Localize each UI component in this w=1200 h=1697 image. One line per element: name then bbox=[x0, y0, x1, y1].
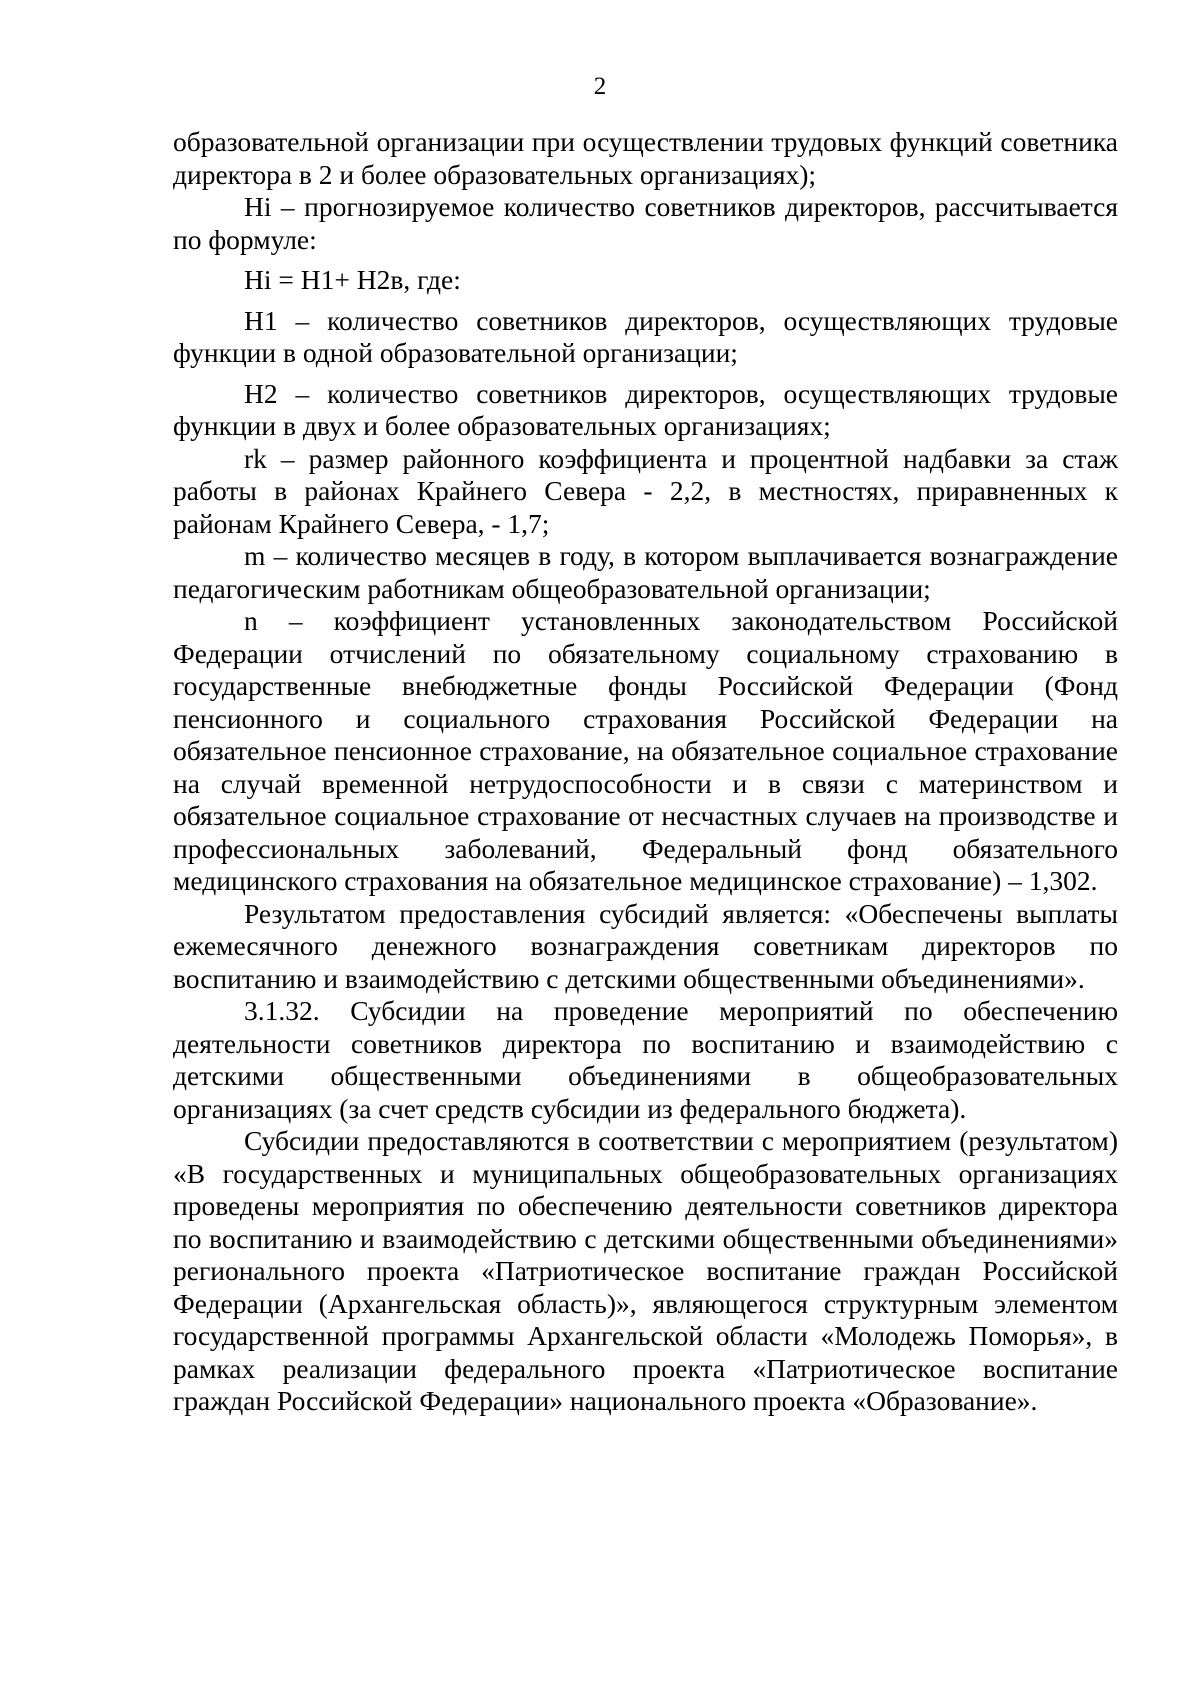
paragraph-continuation: образовательной организации при осуществлении трудовых функций советника директора в 2 и более образовательных организациях); bbox=[173, 126, 1118, 190]
paragraph-m-definition: m – количество месяцев в году, в котором выплачивается вознаграждение педагогическим работникам общеобразовательной организации; bbox=[173, 540, 1118, 604]
paragraph-hi-formula: Нi = Н1+ Н2в, где: bbox=[244, 264, 461, 295]
document-body bbox=[173, 126, 1118, 1418]
paragraph-rk-definition: rk – размер районного коэффициента и процентной надбавки за стаж работы в районах Крайнего Севера - 2,2, в местностях, приравненных к районам Крайнего Севера, - 1,7; bbox=[173, 442, 1118, 539]
paragraph-section-3-1-32: 3.1.32. Субсидии на проведение мероприятий по обеспечению деятельности советников директора по воспитанию и взаимодействию с детскими общественными объединениями в общеобразовательных организациях (за счет средств субсидии из федерального бюджета). bbox=[173, 995, 1118, 1124]
paragraph-subsidies-provision: Субсидии предоставляются в соответствии с мероприятием (результатом) «В государственных и муниципальных общеобразовательных организациях проведены мероприятия по обеспечению деятельности советников директора по воспитанию и взаимодействию с детскими общественными объединениями» регионального проекта «Патриотическое воспитание граждан Российской Федерации (Архангельская область)», являющегося структурным элементом государственной программы Архангельской области «Молодежь Поморья», в рамках реализации федерального проекта «Патриотическое воспитание граждан Российской Федерации» национального проекта «Образование». bbox=[173, 1125, 1118, 1416]
paragraph-hi-definition: Нi – прогнозируемое количество советников директоров, рассчитывается по формуле: bbox=[173, 191, 1118, 255]
paragraph-h2-definition: Н2 – количество советников директоров, осуществляющих трудовые функции в двух и более образовательных организациях; bbox=[173, 377, 1118, 441]
paragraph-n-definition: n – коэффициент установленных законодательством Российской Федерации отчислений по обязательному социальному страхованию в государственные внебюджетные фонды Российской Федерации (Фонд пенсионного и социального страхования Российской Федерации на обязательное пенсионное страхование, на обязательное социальное страхование на случай временной нетрудоспособности и в связи с материнством и обязательное социальное страхование от несчастных случаев на производстве и профессиональных заболеваний, Федеральный фонд обязательного медицинского страхования на обязательное медицинское страхование) – 1,302. bbox=[173, 605, 1118, 896]
page-number: 2 bbox=[593, 73, 607, 100]
paragraph-result: Результатом предоставления субсидий является: «Обеспечены выплаты ежемесячного денежного вознаграждения советникам директоров по воспитанию и взаимодействию с детскими общественными объединениями». bbox=[173, 897, 1118, 994]
paragraph-h1-definition: Н1 – количество советников директоров, осуществляющих трудовые функции в одной образовательной организации; bbox=[173, 304, 1118, 368]
